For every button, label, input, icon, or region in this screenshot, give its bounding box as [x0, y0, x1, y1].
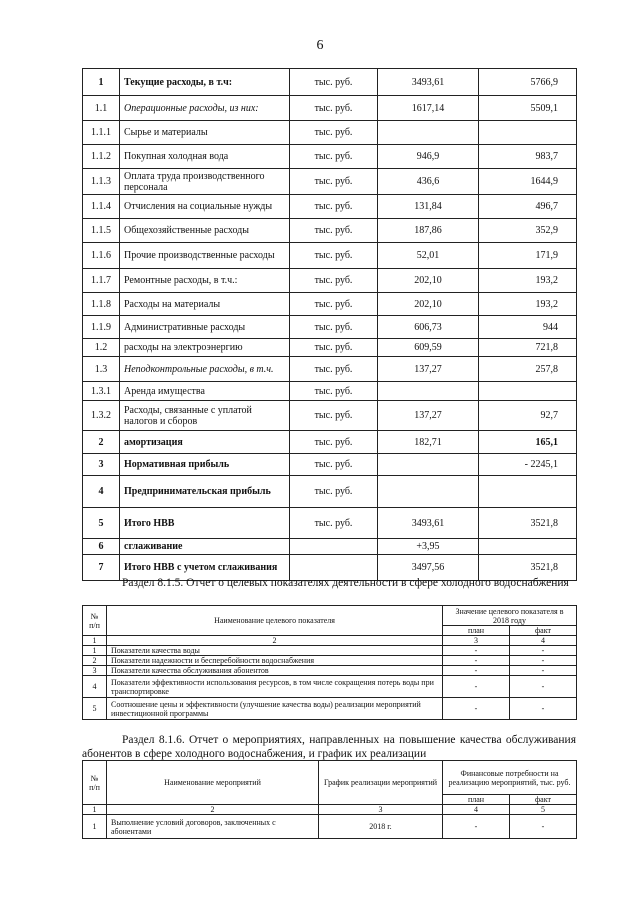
- row-number: 2: [83, 656, 107, 666]
- row-value-1: +3,95: [378, 539, 479, 555]
- table-row: [83, 815, 577, 839]
- row-value-1: 606,73: [378, 316, 479, 339]
- table-row: [83, 169, 577, 195]
- row-number: 1.1.6: [83, 243, 120, 269]
- row-name: Неподконтрольные расходы, в т.ч.: [120, 357, 290, 382]
- table-row: [83, 219, 577, 243]
- row-unit: тыс. руб.: [290, 145, 378, 169]
- row-fact: -: [510, 646, 577, 656]
- row-value-2: 3521,8: [479, 508, 577, 539]
- row-value-2: 352,9: [479, 219, 577, 243]
- row-number: 1.1.7: [83, 269, 120, 293]
- row-number: 1.3: [83, 357, 120, 382]
- row-value-1: 3493,61: [378, 508, 479, 539]
- table-row: [83, 666, 577, 676]
- row-name: Показатели качества обслуживания абонентов: [107, 666, 443, 676]
- table-row: [83, 646, 577, 656]
- row-value-1: 137,27: [378, 357, 479, 382]
- row-name: амортизация: [120, 431, 290, 454]
- row-unit: тыс. руб.: [290, 382, 378, 401]
- row-value-2: [479, 382, 577, 401]
- page-number: 6: [316, 38, 324, 53]
- row-name: Текущие расходы, в т.ч:: [120, 69, 290, 96]
- row-value-2: 721,8: [479, 339, 577, 357]
- row-value-1: 3493,61: [378, 69, 479, 96]
- row-unit: тыс. руб.: [290, 476, 378, 508]
- table-row: [83, 121, 577, 145]
- row-unit: тыс. руб.: [290, 69, 378, 96]
- row-number: 1.3.2: [83, 401, 120, 431]
- table-row: [83, 69, 577, 96]
- table-row: [83, 145, 577, 169]
- row-number: 1.1.4: [83, 195, 120, 219]
- section-8-1-6-title: Раздел 8.1.6. Отчет о мероприятиях, направленных на повышение качества обслуживания абонентов в сфере холодного водоснабжения, и график их реализации: [82, 734, 576, 760]
- row-value-2: [479, 539, 577, 555]
- row-number: 7: [83, 555, 120, 581]
- row-name: Сырье и материалы: [120, 121, 290, 145]
- row-value-1: [378, 454, 479, 476]
- table-row: [83, 476, 577, 508]
- index-cell: 4: [510, 636, 577, 646]
- row-unit: тыс. руб.: [290, 401, 378, 431]
- row-unit: тыс. руб.: [290, 195, 378, 219]
- index-cell: 1: [83, 636, 107, 646]
- row-fact: -: [510, 698, 577, 720]
- row-name: Показатели качества воды: [107, 646, 443, 656]
- row-value-1: 187,86: [378, 219, 479, 243]
- row-plan: -: [443, 815, 510, 839]
- row-number: 5: [83, 508, 120, 539]
- row-number: 1.1: [83, 96, 120, 121]
- row-unit: тыс. руб.: [290, 339, 378, 357]
- table-row: [83, 195, 577, 219]
- row-value-2: 5509,1: [479, 96, 577, 121]
- row-plan: -: [443, 698, 510, 720]
- row-value-2: - 2245,1: [479, 454, 577, 476]
- header-schedule: График реализации мероприятий: [319, 761, 443, 805]
- row-value-1: 137,27: [378, 401, 479, 431]
- row-unit: тыс. руб.: [290, 293, 378, 316]
- index-cell: 4: [443, 805, 510, 815]
- table-row: [83, 401, 577, 431]
- table-row: [83, 656, 577, 666]
- row-number: 1.1.2: [83, 145, 120, 169]
- row-plan: -: [443, 646, 510, 656]
- header-finance: Финансовые потребности на реализацию мероприятий, тыс. руб.: [443, 761, 577, 795]
- table-row: [83, 339, 577, 357]
- row-fact: -: [510, 656, 577, 666]
- row-value-2: 5766,9: [479, 69, 577, 96]
- table-row: [83, 539, 577, 555]
- header-num: № п/п: [83, 761, 107, 805]
- index-cell: 3: [443, 636, 510, 646]
- row-value-1: [378, 121, 479, 145]
- row-value-1: 946,9: [378, 145, 479, 169]
- row-unit: тыс. руб.: [290, 508, 378, 539]
- row-schedule: 2018 г.: [319, 815, 443, 839]
- row-number: 1.3.1: [83, 382, 120, 401]
- row-value-2: 496,7: [479, 195, 577, 219]
- row-number: 1.1.9: [83, 316, 120, 339]
- row-value-1: [378, 382, 479, 401]
- row-name: расходы на электроэнергию: [120, 339, 290, 357]
- index-cell: 5: [510, 805, 577, 815]
- table-row: [83, 698, 577, 720]
- row-number: 3: [83, 454, 120, 476]
- row-value-2: 3521,8: [479, 555, 577, 581]
- row-name: Нормативная прибыль: [120, 454, 290, 476]
- row-unit: тыс. руб.: [290, 121, 378, 145]
- row-unit: тыс. руб.: [290, 243, 378, 269]
- header-plan: план: [443, 795, 510, 805]
- row-number: 5: [83, 698, 107, 720]
- table-row: [83, 382, 577, 401]
- row-name: Операционные расходы, из них:: [120, 96, 290, 121]
- row-value-2: 1644,9: [479, 169, 577, 195]
- header-num: № п/п: [83, 606, 107, 636]
- table-row: [83, 357, 577, 382]
- row-unit: тыс. руб.: [290, 454, 378, 476]
- row-value-1: [378, 476, 479, 508]
- row-value-2: [479, 121, 577, 145]
- row-name: Итого НВВ: [120, 508, 290, 539]
- table-row: [83, 293, 577, 316]
- header-target-value: Значение целевого показателя в 2018 году: [443, 606, 577, 626]
- index-row: [83, 636, 577, 646]
- row-value-2: 171,9: [479, 243, 577, 269]
- row-number: 6: [83, 539, 120, 555]
- table-row: [83, 96, 577, 121]
- events-table: [82, 760, 577, 839]
- target-indicators-table: [82, 605, 577, 720]
- row-unit: тыс. руб.: [290, 357, 378, 382]
- row-value-2: 944: [479, 316, 577, 339]
- row-name: Прочие производственные расходы: [120, 243, 290, 269]
- row-plan: -: [443, 666, 510, 676]
- row-number: 1: [83, 69, 120, 96]
- row-name: Показатели эффективности использования ресурсов, в том числе сокращения потерь воды при транспортировке: [107, 676, 443, 698]
- row-name: сглаживание: [120, 539, 290, 555]
- header-fact: факт: [510, 795, 577, 805]
- row-number: 1.1.1: [83, 121, 120, 145]
- row-number: 4: [83, 676, 107, 698]
- row-unit: тыс. руб.: [290, 169, 378, 195]
- table-row: [83, 508, 577, 539]
- row-number: 1: [83, 646, 107, 656]
- row-number: 4: [83, 476, 120, 508]
- row-name: Расходы, связанные с уплатой налогов и сборов: [120, 401, 290, 431]
- table-row: [83, 316, 577, 339]
- row-value-1: 436,6: [378, 169, 479, 195]
- row-unit: тыс. руб.: [290, 269, 378, 293]
- table-row: [83, 454, 577, 476]
- row-value-1: 1617,14: [378, 96, 479, 121]
- index-cell: 2: [107, 805, 319, 815]
- row-unit: [290, 539, 378, 555]
- header-event-name: Наименование мероприятий: [107, 761, 319, 805]
- row-number: 3: [83, 666, 107, 676]
- row-name: Покупная холодная вода: [120, 145, 290, 169]
- index-row: [83, 805, 577, 815]
- row-value-1: 202,10: [378, 269, 479, 293]
- row-fact: -: [510, 815, 577, 839]
- row-plan: -: [443, 656, 510, 666]
- index-cell: 1: [83, 805, 107, 815]
- row-value-1: 202,10: [378, 293, 479, 316]
- row-unit: тыс. руб.: [290, 219, 378, 243]
- index-cell: 2: [107, 636, 443, 646]
- row-value-2: 193,2: [479, 269, 577, 293]
- row-name: Аренда имущества: [120, 382, 290, 401]
- row-number: 2: [83, 431, 120, 454]
- row-name: Оплата труда производственного персонала: [120, 169, 290, 195]
- row-number: 1.2: [83, 339, 120, 357]
- row-value-2: 983,7: [479, 145, 577, 169]
- expenses-table: [82, 68, 577, 581]
- row-number: 1: [83, 815, 107, 839]
- row-name: Административные расходы: [120, 316, 290, 339]
- header-plan: план: [443, 626, 510, 636]
- row-value-1: 609,59: [378, 339, 479, 357]
- row-name: Отчисления на социальные нужды: [120, 195, 290, 219]
- row-name: Выполнение условий договоров, заключенных с абонентами: [107, 815, 319, 839]
- row-unit: тыс. руб.: [290, 96, 378, 121]
- row-value-1: 131,84: [378, 195, 479, 219]
- row-unit: тыс. руб.: [290, 316, 378, 339]
- row-fact: -: [510, 666, 577, 676]
- row-plan: -: [443, 676, 510, 698]
- index-cell: 3: [319, 805, 443, 815]
- header-fact: факт: [510, 626, 577, 636]
- row-value-2: 193,2: [479, 293, 577, 316]
- row-value-2: 165,1: [479, 431, 577, 454]
- row-name: Общехозяйственные расходы: [120, 219, 290, 243]
- row-name: Ремонтные расходы, в т.ч.:: [120, 269, 290, 293]
- row-value-2: 257,8: [479, 357, 577, 382]
- row-name: Соотношение цены и эффективности (улучшение качества воды) реализации мероприятий инвестиционной программы: [107, 698, 443, 720]
- table-row: [83, 243, 577, 269]
- row-name: Расходы на материалы: [120, 293, 290, 316]
- row-number: 1.1.5: [83, 219, 120, 243]
- row-number: 1.1.3: [83, 169, 120, 195]
- row-name: Показатели надежности и бесперебойности водоснабжения: [107, 656, 443, 666]
- section-8-1-5-title: Раздел 8.1.5. Отчет о целевых показателях деятельности в сфере холодного водоснабжения: [122, 577, 569, 589]
- row-value-1: 182,71: [378, 431, 479, 454]
- table-row: [83, 676, 577, 698]
- row-name: Предпринимательская прибыль: [120, 476, 290, 508]
- row-fact: -: [510, 676, 577, 698]
- row-value-1: 52,01: [378, 243, 479, 269]
- row-value-2: 92,7: [479, 401, 577, 431]
- row-unit: тыс. руб.: [290, 431, 378, 454]
- row-value-2: [479, 476, 577, 508]
- row-name: Итого НВВ с учетом сглаживания: [120, 555, 290, 581]
- row-number: 1.1.8: [83, 293, 120, 316]
- table-row: [83, 431, 577, 454]
- row-value-1: 3497,56: [378, 555, 479, 581]
- header-indicator-name: Наименование целевого показателя: [107, 606, 443, 636]
- table-row: [83, 269, 577, 293]
